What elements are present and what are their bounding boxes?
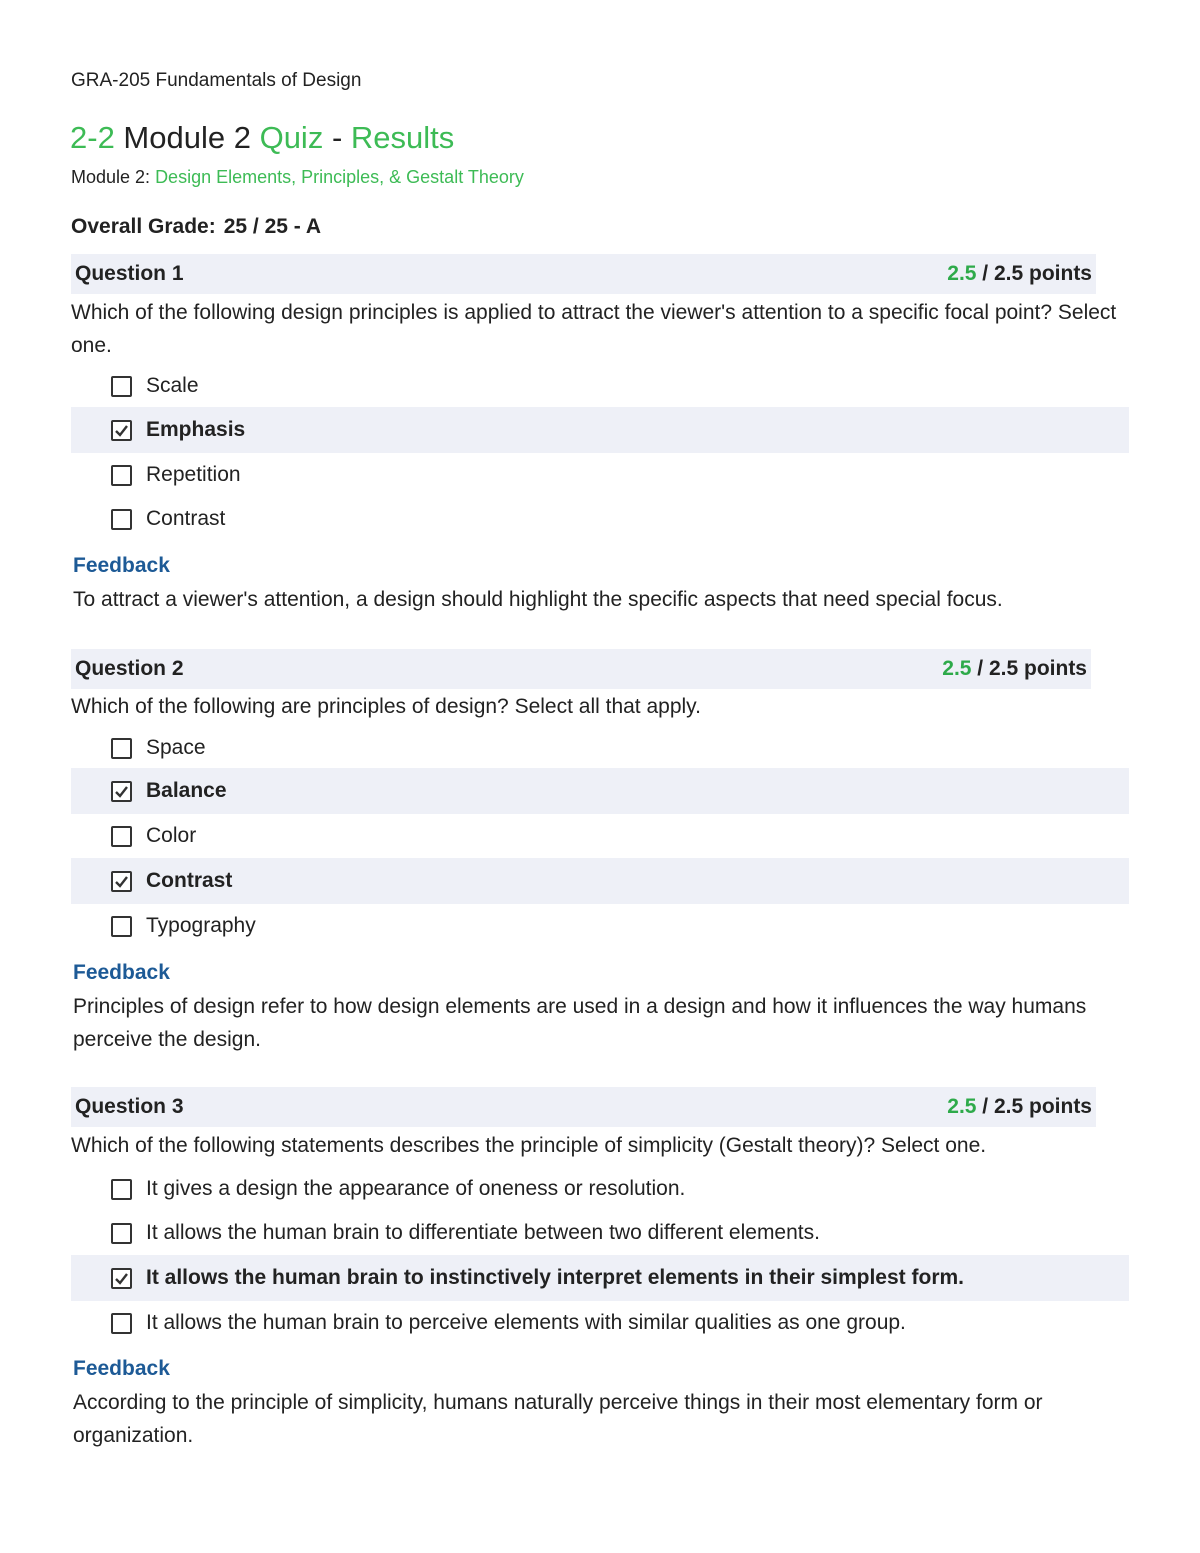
question-points [947, 262, 1092, 286]
answer-option-selected[interactable] [71, 858, 1129, 904]
points-earned: 2.5 [942, 657, 972, 680]
answer-option[interactable] [71, 813, 1129, 859]
question-prompt: Which of the following design principles is applied to attract the viewer's attention to a specific focal point? Select one. [71, 301, 1117, 357]
question-title: Question 3 [75, 1095, 184, 1118]
feedback-heading: Feedback [73, 1357, 170, 1380]
feedback-heading: Feedback [73, 554, 170, 577]
checkbox-unchecked-icon[interactable] [111, 826, 132, 847]
option-label: It allows the human brain to perceive elements with similar qualities as one group. [146, 1311, 906, 1334]
answer-option[interactable] [71, 903, 1129, 949]
module-name-link[interactable]: Design Elements, Principles, & Gestalt Theory [155, 167, 524, 187]
page-title [70, 120, 454, 156]
feedback-heading: Feedback [73, 961, 170, 984]
answer-option[interactable] [71, 363, 1129, 409]
option-label: Typography [146, 914, 256, 937]
checkbox-unchecked-icon[interactable] [111, 916, 132, 937]
title-results: Results [350, 120, 455, 155]
answer-option-selected[interactable] [71, 407, 1129, 453]
title-number: 2-2 [70, 120, 115, 155]
answer-option[interactable] [71, 496, 1129, 542]
points-earned: 2.5 [947, 1095, 977, 1118]
question-prompt: Which of the following statements describes the principle of simplicity (Gestalt theory)? Select one. [71, 1134, 987, 1157]
module-label: Module 2: [71, 167, 156, 187]
checkbox-unchecked-icon[interactable] [111, 465, 132, 486]
overall-grade [71, 215, 321, 239]
answer-option[interactable] [71, 725, 1129, 771]
option-label: Balance [146, 779, 227, 802]
checkbox-checked-icon[interactable] [111, 871, 132, 892]
question-points [942, 657, 1087, 681]
course-name: GRA-205 Fundamentals of Design [71, 70, 362, 91]
option-label: Space [146, 736, 206, 759]
option-label: Repetition [146, 463, 241, 486]
points-earned: 2.5 [947, 262, 977, 285]
question-title: Question 2 [75, 657, 184, 680]
module-line [71, 167, 524, 188]
grade-label: Overall Grade: [71, 215, 216, 238]
checkbox-unchecked-icon[interactable] [111, 509, 132, 530]
option-label: Color [146, 824, 197, 847]
option-label: Contrast [146, 507, 226, 530]
answer-option[interactable] [71, 452, 1129, 498]
question-header [71, 254, 1096, 294]
answer-option-selected[interactable] [71, 768, 1129, 814]
grade-value: 25 / 25 - A [223, 215, 322, 238]
checkbox-checked-icon[interactable] [111, 420, 132, 441]
title-dash: - [323, 120, 351, 155]
checkbox-unchecked-icon[interactable] [111, 1313, 132, 1334]
points-possible: / 2.5 points [976, 262, 1092, 285]
checkbox-unchecked-icon[interactable] [111, 376, 132, 397]
question-points [947, 1095, 1092, 1119]
option-label: It allows the human brain to instinctively interpret elements in their simplest form. [146, 1266, 964, 1289]
answer-option[interactable] [71, 1210, 1129, 1256]
points-possible: / 2.5 points [971, 657, 1087, 680]
question-header [71, 649, 1091, 689]
question-prompt: Which of the following are principles of design? Select all that apply. [71, 695, 701, 718]
answer-option[interactable] [71, 1300, 1129, 1346]
feedback-text: According to the principle of simplicity, humans naturally perceive things in their most elementary form or organization. [73, 1391, 1043, 1447]
question-header [71, 1087, 1096, 1127]
question-title: Question 1 [75, 262, 184, 285]
checkbox-unchecked-icon[interactable] [111, 1179, 132, 1200]
option-label: Contrast [146, 869, 233, 892]
option-label: Scale [146, 374, 199, 397]
checkbox-checked-icon[interactable] [111, 781, 132, 802]
option-label: It gives a design the appearance of oneness or resolution. [146, 1177, 686, 1200]
answer-option[interactable] [71, 1166, 1129, 1212]
answer-option-selected[interactable] [71, 1255, 1129, 1301]
feedback-text: Principles of design refer to how design elements are used in a design and how it influences the way humans perceive the design. [73, 995, 1087, 1051]
feedback-text: To attract a viewer's attention, a design should highlight the specific aspects that need special focus. [73, 588, 1003, 611]
title-quiz: Quiz [259, 120, 324, 155]
option-label: Emphasis [146, 418, 246, 441]
title-module: Module 2 [114, 120, 260, 155]
checkbox-unchecked-icon[interactable] [111, 738, 132, 759]
checkbox-unchecked-icon[interactable] [111, 1223, 132, 1244]
points-possible: / 2.5 points [976, 1095, 1092, 1118]
checkbox-checked-icon[interactable] [111, 1268, 132, 1289]
option-label: It allows the human brain to differentiate between two different elements. [146, 1221, 820, 1244]
